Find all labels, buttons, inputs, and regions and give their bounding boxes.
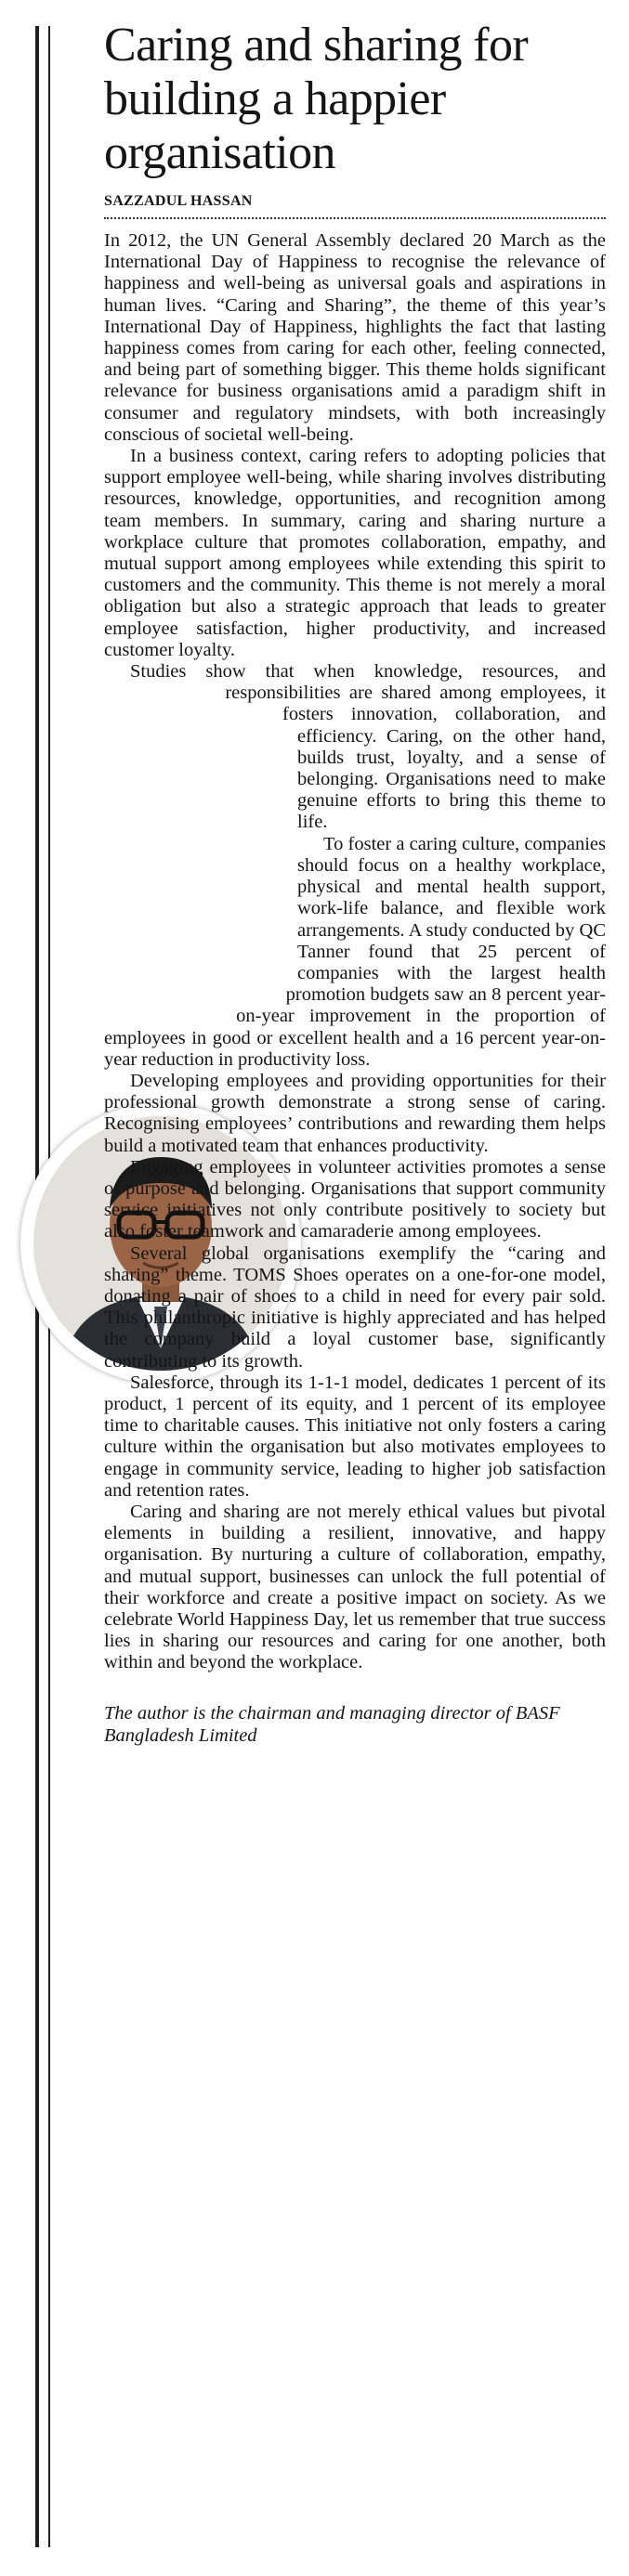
paragraph: In 2012, the UN General Assembly declared 20 March as the International Day of Happiness to recognise the relevance of happiness and well-being as universal goals and aspirations in human lives. “Caring and Sharing”, the theme of this year’s International Day of Happiness, highlights the fact that lasting happiness comes from caring for each other, feeling connected, and being part of something bigger. This theme holds significant relevance for business organisations amid a paradigm shift in consumer and regulatory mindsets, with both increasingly conscious of societal well-being. bbox=[104, 230, 606, 445]
paragraph: To foster a caring culture, companies should focus on a healthy workplace, physical and mental health support, work-life balance, and flexible work arrangements. A study conducted by QC Tanner found that 25 percent of companies with the largest health promotion budgets saw an 8 percent year-on-year improvement in the proportion of employees in good or excellent health and a 16 percent year-on-year reduction in productivity loss. bbox=[104, 833, 606, 1070]
author-note: The author is the chairman and managing director of BASF Bangladesh Limited bbox=[104, 1702, 560, 1746]
portrait-wrap-space bbox=[19, 698, 297, 1051]
paragraph: Caring and sharing are not merely ethical values but pivotal elements in building a resilient, innovative, and happy organisation. By nurturing a culture of collaboration, empathy, and mutual support, businesses can unlock the full potential of their workforce and create a positive impact on society. As we celebrate World Happiness Day, let us remember that true success lies in sharing our resources and caring for one another, both within and beyond the workplace. bbox=[104, 1501, 606, 1673]
paragraph: Salesforce, through its 1-1-1 model, dedicates 1 percent of its product, 1 percent of its equity, and 1 percent of its employee time to charitable causes. This initiative not only fosters a caring culture within the organisation but also motivates employees to engage in community service, leading to higher job satisfaction and retention rates. bbox=[104, 1372, 606, 1501]
article-title: Caring and sharing for building a happier organisation bbox=[104, 19, 529, 179]
article-content bbox=[104, 19, 606, 1747]
paragraph: Studies show that when knowledge, resources, and responsibilities are shared among employees, it fosters innovation, collaboration, and efficiency. Caring, on the other hand, builds trust, loyalty, and a sense of belonging. Organisations need to make genuine efforts to bring this theme to life. bbox=[130, 661, 606, 833]
paragraph: Developing employees and providing opportunities for their professional growth demonstrate a strong sense of caring. Recognising employees’ contributions and rewarding them helps build a motivated team that enhances productivity. bbox=[104, 1070, 606, 1156]
author-byline: SAZZADUL HASSAN bbox=[104, 193, 253, 209]
dotted-divider bbox=[104, 217, 606, 219]
paragraph: Engaging employees in volunteer activities promotes a sense of purpose and belonging. Organisations that support community service initiatives not only contribute positively to society but also foster teamwork and camaraderie among employees. bbox=[104, 1156, 606, 1242]
paragraph: Several global organisations exemplify the “caring and sharing” theme. TOMS Shoes operates on a one-for-one model, donating a pair of shoes to a child in need for every pair sold. This philanthropic initiative is highly appreciated and has helped the company build a loyal customer base, significantly contributing to its growth. bbox=[104, 1242, 606, 1372]
article-body bbox=[104, 230, 606, 1674]
paragraph: In a business context, caring refers to adopting policies that support employee well-being, while sharing involves distributing resources, knowledge, opportunities, and recognition among team members. In summary, caring and sharing nurture a workplace culture that promotes collaboration, empathy, and mutual support among employees while extending this spirit to customers and the community. This theme is not merely a moral obligation but also a strategic approach that leads to greater employee satisfaction, higher productivity, and increased customer loyalty. bbox=[104, 446, 606, 660]
